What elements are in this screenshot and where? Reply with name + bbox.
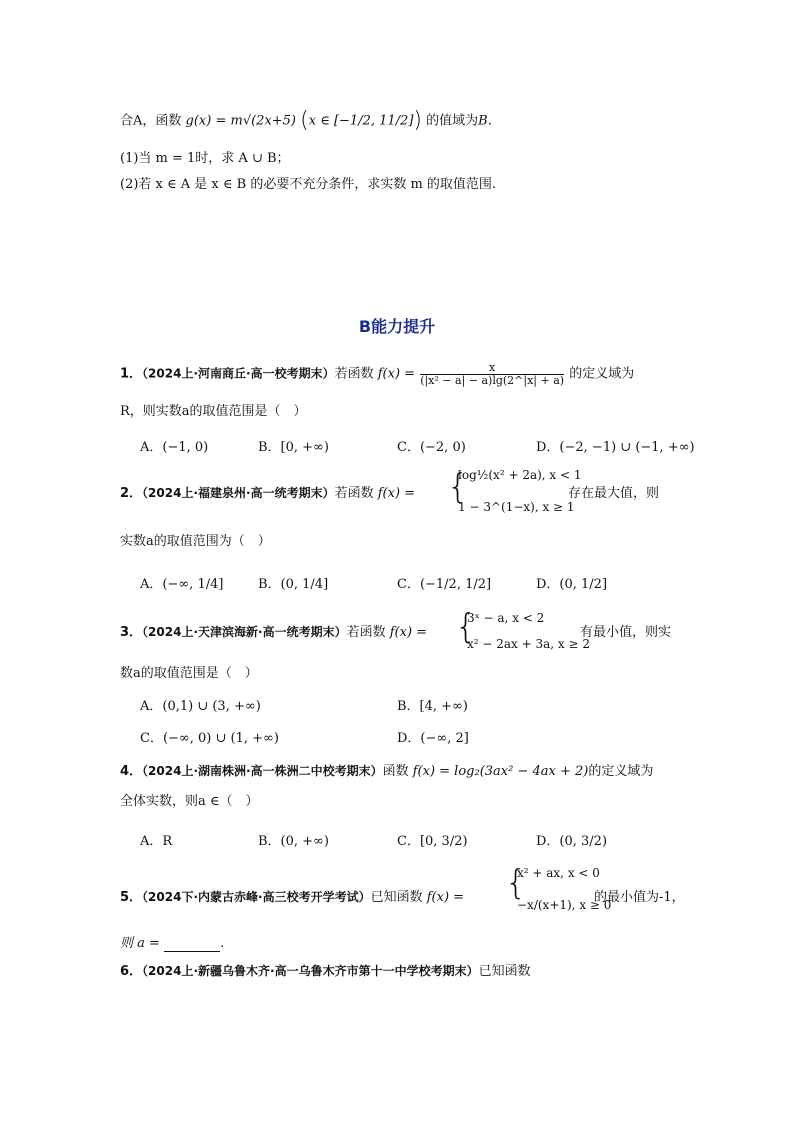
q2-func-lhs: f(x) = [377,486,416,501]
q1-denominator: (|x² − a| − a)lg(2^|x| + a) [420,373,565,387]
q1-option-a[interactable]: A．(−1, 0) [140,440,209,455]
q3-option-d[interactable]: D．(−∞, 2] [397,731,469,746]
q3-text-a: 若函数 [346,625,386,640]
q1-option-d[interactable]: D．(−2, −1) ∪ (−1, +∞) [536,440,695,455]
q4-text-b: 的定义域为 [588,764,654,779]
q5-func-lhs: f(x) = [426,890,465,905]
q2-line-2: 实数a的取值范围为（ ） [120,534,271,549]
top-line-1-lead: 合A，函数 [120,113,182,129]
q2-text-b: 存在最大值，则 [568,486,660,501]
q5-brace: { [505,863,527,903]
q1-func-lhs: f(x) = [377,366,416,382]
q3-case-1: 3ˣ − a, x < 2 [467,611,545,625]
top-set-b: B. [478,113,492,129]
q2-option-b[interactable]: B．(0, 1/4] [258,577,329,592]
q3-source: （2024上·天津滨海新·高一统考期末） [142,625,347,639]
top-line-1-tail: 的值域为 [426,113,479,129]
paren-close: ) [413,108,422,133]
q2-number: 2． [120,486,143,501]
q2-case-2: 1 − 3^(1−x), x ≥ 1 [458,500,575,514]
q3-brace: { [455,607,477,647]
q6-line-1 [120,964,531,980]
q3-case-2: x² − 2ax + 3a, x ≥ 2 [467,637,591,651]
q4-option-d[interactable]: D．(0, 3/2) [536,834,608,849]
q3-line-1 [120,625,427,641]
q5-text-a: 已知函数 [370,890,423,905]
q1-option-c[interactable]: C．(−2, 0) [397,440,466,455]
q6-source: （2024上·新疆乌鲁木齐·高一乌鲁木齐市第十一中学校考期末） [142,964,479,978]
q4-text-a: 函数 [382,764,409,779]
q4-option-a[interactable]: A．R [140,834,173,849]
q1-line-2: R，则实数a的取值范围是（ ） [120,404,307,419]
q4-number: 4． [120,764,143,779]
q5-source: （2024下·内蒙古赤峰·高三校考开学考试） [142,890,371,904]
q3-option-c[interactable]: C．(−∞, 0) ∪ (1, +∞) [140,731,279,746]
q5-answer-blank[interactable] [164,939,220,952]
top-line-1 [120,108,492,134]
q3-line-2: 数a的取值范围是（ ） [120,666,258,681]
q2-source: （2024上·福建泉州·高一统考期末） [142,486,335,500]
q1-numerator: x [420,362,564,375]
q6-number: 6． [120,964,143,979]
top-part-1: (1)当 m = 1时，求 A ∪ B； [120,151,290,166]
q2-option-d[interactable]: D．(0, 1/2] [536,577,608,592]
q2-text-a: 若函数 [334,486,374,501]
q5-case-1: x² + ax, x < 0 [517,866,600,880]
q1-option-b[interactable]: B．[0, +∞) [258,440,329,455]
q1-text-b: 的定义域为 [569,366,635,382]
q5-line-2: 则 a = . [120,936,225,951]
q1-line-1 [120,362,634,386]
q4-option-b[interactable]: B．(0, +∞) [258,834,329,849]
q5-line-1 [120,890,464,906]
paren-open: ( [300,108,309,133]
q4-line-1 [120,764,653,780]
q2-option-c[interactable]: C．(−1/2, 1/2] [397,577,492,592]
q4-function: f(x) = log₂(3ax² − 4ax + 2) [412,764,589,779]
q3-option-a[interactable]: A．(0,1) ∪ (3, +∞) [140,699,261,714]
q5-line-2-text: 则 a = [120,936,160,951]
q2-brace: { [447,467,469,507]
q5-number: 5． [120,890,143,905]
q2-line-1 [120,486,415,502]
q1-text-a: 若函数 [334,366,374,382]
q5-text-b: 的最小值为-1， [594,890,685,905]
q3-text-b: 有最小值，则实 [580,625,672,640]
q5-case-2: −x/(x+1), x ≥ 0 [517,898,612,912]
q2-option-a[interactable]: A．(−∞, 1/4] [140,577,224,592]
q3-option-b[interactable]: B．[4, +∞) [397,699,468,714]
q6-text-a: 已知函数 [478,964,531,979]
q1-fraction [420,362,564,386]
q1-number: 1． [120,366,143,382]
q1-source: （2024上·河南商丘·高一校考期末） [142,366,335,381]
q2-case-1: log½(x² + 2a), x < 1 [458,468,582,482]
top-domain: x ∈ [−1/2, 11/2] [308,113,414,129]
top-part-2: (2)若 x ∈ A 是 x ∈ B 的必要不充分条件，求实数 m 的取值范围. [120,177,497,192]
q4-option-c[interactable]: C．[0, 3/2) [397,834,468,849]
q3-func-lhs: f(x) = [389,625,428,640]
q4-source: （2024上·湖南株洲·高一株洲二中校考期末） [142,764,383,778]
q3-number: 3． [120,625,143,640]
top-g-function: g(x) = m√(2x+5) [185,113,297,129]
section-title: B能力提升 [358,317,436,336]
q4-line-2: 全体实数，则a ∈（ ） [120,794,259,809]
